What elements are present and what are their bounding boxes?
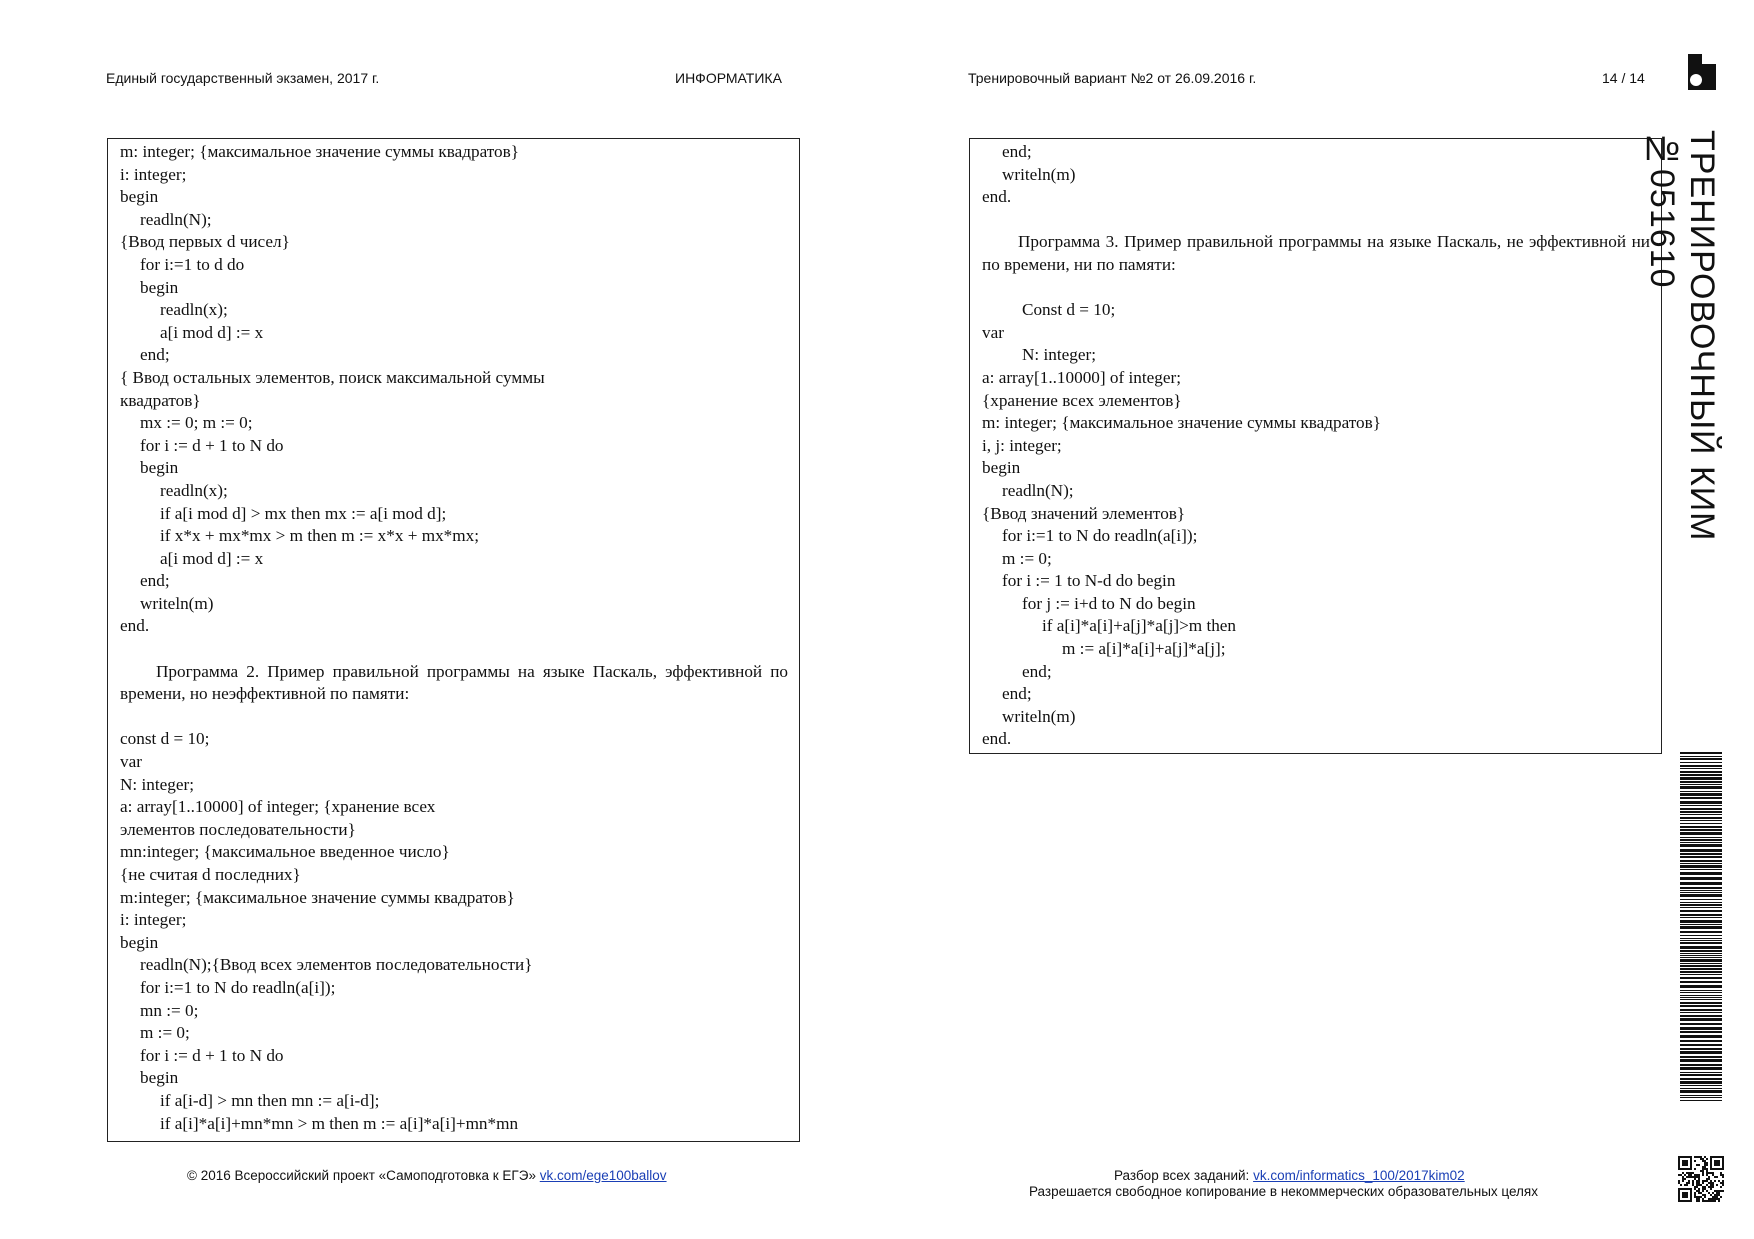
barcode-icon (1680, 752, 1722, 1102)
code-line: begin (982, 458, 1021, 478)
code-line: begin (120, 187, 159, 207)
right-code-box (969, 138, 1662, 754)
code-line: m: integer; {максимальное значение суммы квадратов} (982, 413, 1382, 433)
code-line: квадратов} (120, 390, 201, 410)
code-line: if a[i]*a[i]+mn*mn > m then m := a[i]*a[i]+mn*mn (160, 1113, 519, 1133)
code-line: m := a[i]*a[i]+a[j]*a[j]; (1062, 639, 1226, 659)
code-line: m: integer; {максимальное значение суммы квадратов} (120, 142, 520, 161)
code-line: Const d = 10; (1022, 300, 1116, 320)
code-line: end; (140, 345, 170, 365)
vertical-title: ТРЕНИРОВОЧНЫЙ КИМ №051610 (1643, 130, 1721, 542)
code-line: m := 0; (1002, 548, 1052, 568)
left-code-box (107, 138, 800, 1142)
code-line: for i:=1 to d do (140, 254, 245, 274)
code-line: i: integer; (120, 910, 187, 930)
analysis-label: Разбор всех заданий: (1114, 1168, 1250, 1183)
code-line: mn:integer; {максимальное введенное число} (120, 842, 450, 862)
copyright-text: © 2016 Всероссийский проект «Самоподготовка к ЕГЭ» (187, 1168, 536, 1183)
header-subject: ИНФОРМАТИКА (675, 70, 782, 86)
code-line: writeln(m) (1002, 164, 1076, 184)
code-line: readln(x); (160, 300, 228, 320)
code-line: {Ввод значений элементов} (982, 503, 1186, 523)
footer-copyright (187, 1168, 667, 1183)
code-line: end. (982, 729, 1012, 749)
code-line: N: integer; (120, 774, 194, 794)
code-line: begin (140, 458, 179, 478)
code-line: end; (1002, 684, 1032, 704)
code-line: if a[i-d] > mn then mn := a[i-d]; (160, 1090, 380, 1110)
code-line: readln(N);{Ввод всех элементов последовательности} (140, 955, 533, 975)
header-exam-title: Единый государственный экзамен, 2017 г. (106, 70, 380, 86)
code-line: if x*x + mx*mx > m then m := x*x + mx*mx; (160, 526, 480, 546)
code-line: for i := d + 1 to N do (140, 435, 284, 455)
code-line: a[i mod d] := x (160, 322, 264, 342)
code-line: end; (1002, 142, 1032, 161)
footer-analysis (1114, 1168, 1465, 1183)
code-line: for i:=1 to N do readln(a[i]); (140, 977, 336, 997)
code-line: a: array[1..10000] of integer; {хранение всех (120, 797, 436, 817)
code-line: if a[i]*a[i]+a[j]*a[j]>m then (1042, 616, 1237, 636)
code-line: begin (120, 932, 159, 952)
analysis-link[interactable]: vk.com/informatics_100/2017kim02 (1253, 1168, 1465, 1183)
code-line: i: integer; (120, 164, 187, 184)
code-line: writeln(m) (140, 593, 214, 613)
code-line: for i:=1 to N do readln(a[i]); (1002, 526, 1198, 546)
code-line: mn := 0; (140, 1000, 199, 1020)
code-line: элементов последовательности} (120, 819, 356, 839)
logo-icon (1688, 54, 1716, 90)
code-line: N: integer; (1022, 345, 1096, 365)
code-line: readln(x); (160, 480, 228, 500)
program-description: Программа 2. Пример правильной программы на языке Паскаль, эффективной по времени, но неэффективной по памяти: (120, 661, 788, 704)
code-line: end; (1022, 661, 1052, 681)
code-line: var (120, 752, 142, 772)
code-line: for j := i+d to N do begin (1022, 593, 1196, 613)
code-line: readln(N); (1002, 480, 1074, 500)
code-line: begin (140, 1068, 179, 1088)
blank-line (120, 706, 788, 729)
code-line: readln(N); (140, 209, 212, 229)
code-line: {хранение всех элементов} (982, 390, 1182, 410)
program-description: Программа 3. Пример правильной программы на языке Паскаль, не эффективной ни по времени, ни по памяти: (982, 232, 1650, 274)
code-line: {Ввод первых d чисел} (120, 232, 290, 252)
code-line: var (982, 322, 1004, 342)
code-line: end; (140, 571, 170, 591)
qr-code-icon (1678, 1156, 1724, 1202)
header-variant: Тренировочный вариант №2 от 26.09.2016 г. (968, 70, 1257, 86)
code-line: { Ввод остальных элементов, поиск максимальной суммы (120, 367, 545, 387)
code-line: a: array[1..10000] of integer; (982, 367, 1182, 387)
code-line: {не считая d последних} (120, 865, 301, 884)
code-line: for i := 1 to N-d do begin (1002, 571, 1176, 591)
code-line: mx := 0; m := 0; (140, 413, 253, 433)
code-line: end. (120, 616, 150, 636)
blank-line (982, 209, 1650, 232)
footer-license: Разрешается свободное копирование в некоммерческих образовательных целях (1029, 1184, 1538, 1199)
code-line: a[i mod d] := x (160, 548, 264, 568)
code-line: m := 0; (140, 1023, 190, 1043)
code-line: end. (982, 187, 1012, 207)
code-line: begin (140, 277, 179, 297)
code-line: if a[i mod d] > mx then mx := a[i mod d]; (160, 503, 447, 523)
copyright-link[interactable]: vk.com/ege100ballov (539, 1168, 667, 1183)
code-line: m:integer; {максимальное значение суммы квадратов} (120, 887, 515, 907)
blank-line (982, 277, 1650, 300)
code-line: for i := d + 1 to N do (140, 1045, 284, 1065)
code-line: writeln(m) (1002, 706, 1076, 726)
blank-line (120, 638, 788, 661)
code-line: const d = 10; (120, 729, 210, 749)
page-number: 14 / 14 (1602, 70, 1645, 86)
code-line: i, j: integer; (982, 435, 1062, 455)
